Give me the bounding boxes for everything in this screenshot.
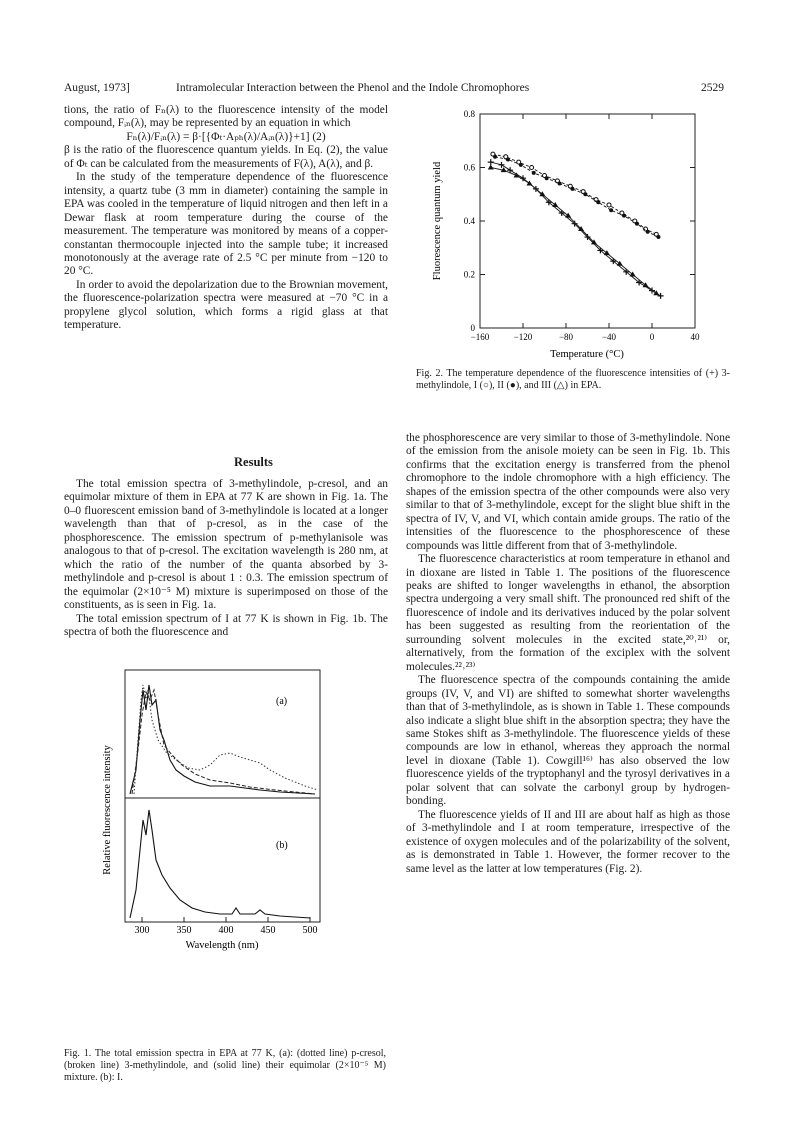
fig2-point-filled-circle bbox=[532, 171, 536, 175]
fig2-point-filled-circle bbox=[646, 230, 650, 234]
fig2-xtick-label: −160 bbox=[470, 332, 490, 342]
fig2-point-plus bbox=[499, 162, 505, 168]
fig2-xtick-label: 40 bbox=[690, 332, 700, 342]
fig2-point-open-circle bbox=[530, 166, 534, 170]
figure-2-chart bbox=[410, 104, 730, 364]
fig1-panel-a-label: (a) bbox=[276, 696, 288, 707]
fig2-point-filled-circle bbox=[583, 192, 587, 196]
left-column-results bbox=[64, 478, 388, 639]
fig1-xtick: 500 bbox=[302, 925, 318, 936]
fig1a-mixture-solid bbox=[130, 685, 315, 794]
paragraph: The fluorescence spectra of the compounds containing the amide groups (IV, V, and VI) are shifted to somewhat shorter wavelengths than that of 3-methylindole, as is shown in Table 1. These compounds also indicate a slight blue shift in the absorption spectra; they have the same Stokes shift as 3-methylindole. The fluorescence yields of these compounds are low in ethanol, whereas they approach the normal level in dioxane (Table 1). Cowgill¹⁶⁾ has also observed the low fluorescence yields of the tryptophanyl and the tyrosyl derivatives in a polar solvent that can solvate the carbonyl group by hydrogen-bonding. bbox=[406, 674, 730, 808]
fig2-point-filled-circle bbox=[622, 214, 626, 218]
fig2-xlabel: Temperature (°C) bbox=[550, 349, 624, 360]
fig2-point-filled-circle bbox=[558, 182, 562, 186]
fig2-point-filled-circle bbox=[519, 163, 523, 167]
fig1a-methylindole-broken bbox=[132, 690, 315, 794]
fig1-xtick: 400 bbox=[218, 925, 234, 936]
fig2-point-filled-circle bbox=[596, 200, 600, 204]
paragraph: The fluorescence yields of II and III are about half as high as those of 3-methylindole and I at room temperature, irrespective of the existence of oxygen molecules and of the polarizability of the solvent, as is demonstrated in Table 1. However, the former recover to the same level as the latter at low temperatures (Fig. 2). bbox=[406, 808, 730, 875]
fig2-point-open-circle bbox=[607, 203, 611, 207]
fig2-point-triangle bbox=[488, 165, 494, 170]
figure-1-caption: Fig. 1. The total emission spectra in EPA at 77 K, (a): (dotted line) p-cresol, (broken line) 3-methylindole, and (solid line) their equimolar (2×10⁻⁵ M) mixture. (b): I. bbox=[64, 1048, 386, 1083]
fig2-point-filled-circle bbox=[545, 176, 549, 180]
fig1-panel-b-label: (b) bbox=[276, 840, 288, 851]
fig2-point-filled-circle bbox=[635, 222, 639, 226]
fig2-xtick-label: 0 bbox=[649, 332, 655, 342]
fig2-point-filled-circle bbox=[493, 155, 497, 159]
fig2-ylabel: Fluorescence quantum yield bbox=[432, 161, 443, 281]
fig2-ytick-label: 0.2 bbox=[463, 269, 475, 280]
fig1b-spectrum-I bbox=[130, 810, 310, 918]
fig1-xtick: 300 bbox=[134, 925, 150, 936]
fig1-ylabel: Relative fluorescence intensity bbox=[102, 745, 113, 875]
fig2-ytick-label: 0 bbox=[470, 323, 475, 333]
fig2-ytick-label: 0.4 bbox=[463, 216, 475, 226]
results-heading: Results bbox=[234, 455, 273, 469]
paragraph: The total emission spectra of 3-methylindole, p-cresol, and an equimolar mixture of them in EPA at 77 K are shown in Fig. 1a. The 0–0 fluorescent emission band of 3-methylindole is located at a longer wavelength than that of p-cresol, as in the case of the phosphorescence. The emission spectrum of p-methylanisole was analogous to that of p-cresol. The excitation wavelength is 280 nm, at which the ratio of the number of the quanta absorbed by 3-methylindole and p-cresol is about 1 : 0.3. The emission spectrum of the equimolar (2×10⁻⁵ M) mixture is superimposed on those of the constituents, as is seen in Fig. 1a. bbox=[64, 478, 388, 612]
fig2-point-plus bbox=[488, 159, 494, 165]
paragraph: In order to avoid the depolarization due to the Brownian movement, the fluorescence-polarization spectra were measured at −70 °C in a propylene glycol solution, which forms a rigid glass at that temperature. bbox=[64, 278, 388, 332]
paragraph: β is the ratio of the fluorescence quantum yields. In Eq. (2), the value of Φₜ can be calculated from the measurements of F(λ), A(λ), and β. bbox=[64, 144, 388, 170]
right-column-text bbox=[406, 432, 730, 876]
fig2-point-filled-circle bbox=[506, 157, 510, 161]
paragraph: the phosphorescence are very similar to those of 3-methylindole. None of the emission from the anisole moiety can be seen in Fig. 1b. This confirms that the excitation energy is transferred from the phenol chromophore to the indole chromophore with a high efficiency. The shapes of the emission spectra of the other compounds were also very similar to that of 3-methylindole, except for the slight blue shift in the spectra of IV, V, and VI, which contain amide groups. The ratio of the intensities of the fluorescence to the phosphorescence of these compounds was little different from that of 3-methylindole. bbox=[406, 432, 730, 552]
running-head-title: Intramolecular Interaction between the Phenol and the Indole Chromophores bbox=[176, 82, 530, 94]
paragraph: In the study of the temperature dependence of the fluorescence intensity, a quartz tube (3 mm in diameter) containing the sample in EPA was cooled in the temperature of liquid nitrogen and then left in a Dewar flask at room temperature during the course of the measurement. The temperature was monitored by means of a copper-constantan thermocouple injected into the sample tube; it increased monotonously at the average rate of 2.5 °C per minute from −120 to 20 °C. bbox=[64, 171, 388, 278]
left-column-top bbox=[64, 104, 388, 333]
fig2-ytick-label: 0.6 bbox=[463, 162, 475, 173]
fig2-point-filled-circle bbox=[570, 187, 574, 191]
page-number: 2529 bbox=[701, 82, 724, 94]
fig2-point-plus bbox=[658, 293, 664, 299]
figure-2-caption: Fig. 2. The temperature dependence of the fluorescence intensities of (+) 3-methylindole, I (○), II (●), and III (△) in EPA. bbox=[416, 368, 730, 391]
paragraph: The fluorescence characteristics at room temperature in ethanol and in dioxane are listed in Table 1. The positions of the fluorescence peaks are shifted to longer wavelengths in ethanol, the absorption spectra undergoing a very small shift. The pronounced red shift of the fluorescence of indole and its derivatives induced by the polar solvent has been suggested as resulting from the reorientation of the surrounding solvent molecules in the excited state,²⁰˒²¹⁾ or, alternatively, from the formation of the exciplex with the solvent molecules.²²˒²³⁾ bbox=[406, 553, 730, 673]
equation-2: Fₙ(λ)/Fᵢₙ(λ) = β·[{Φₜ·Aₚₕ(λ)/Aᵢₙ(λ)}+1] (2) bbox=[126, 130, 326, 143]
fig2-ytick-label: 0.8 bbox=[463, 109, 475, 119]
paragraph: The total emission spectrum of I at 77 K is shown in Fig. 1b. The spectra of both the fluorescence and bbox=[64, 612, 388, 638]
fig1a-cresol-dotted bbox=[134, 685, 318, 794]
fig1-xtick: 450 bbox=[260, 925, 276, 936]
running-head-date: August, 1973] bbox=[64, 82, 130, 94]
fig2-point-filled-circle bbox=[656, 235, 660, 239]
fig2-xtick-label: −80 bbox=[558, 332, 574, 342]
fig1-xlabel: Wavelength (nm) bbox=[185, 940, 259, 951]
fig1-xtick: 350 bbox=[176, 925, 192, 936]
fig2-point-filled-circle bbox=[609, 208, 613, 212]
figure-1-spectra bbox=[80, 660, 340, 1030]
fig2-xtick-label: −40 bbox=[601, 332, 617, 342]
fig2-xtick-label: −120 bbox=[513, 332, 533, 342]
paragraph: tions, the ratio of Fₙ(λ) to the fluorescence intensity of the model compound, Fᵢₙ(λ), may be represented by an equation in which bbox=[64, 104, 388, 130]
